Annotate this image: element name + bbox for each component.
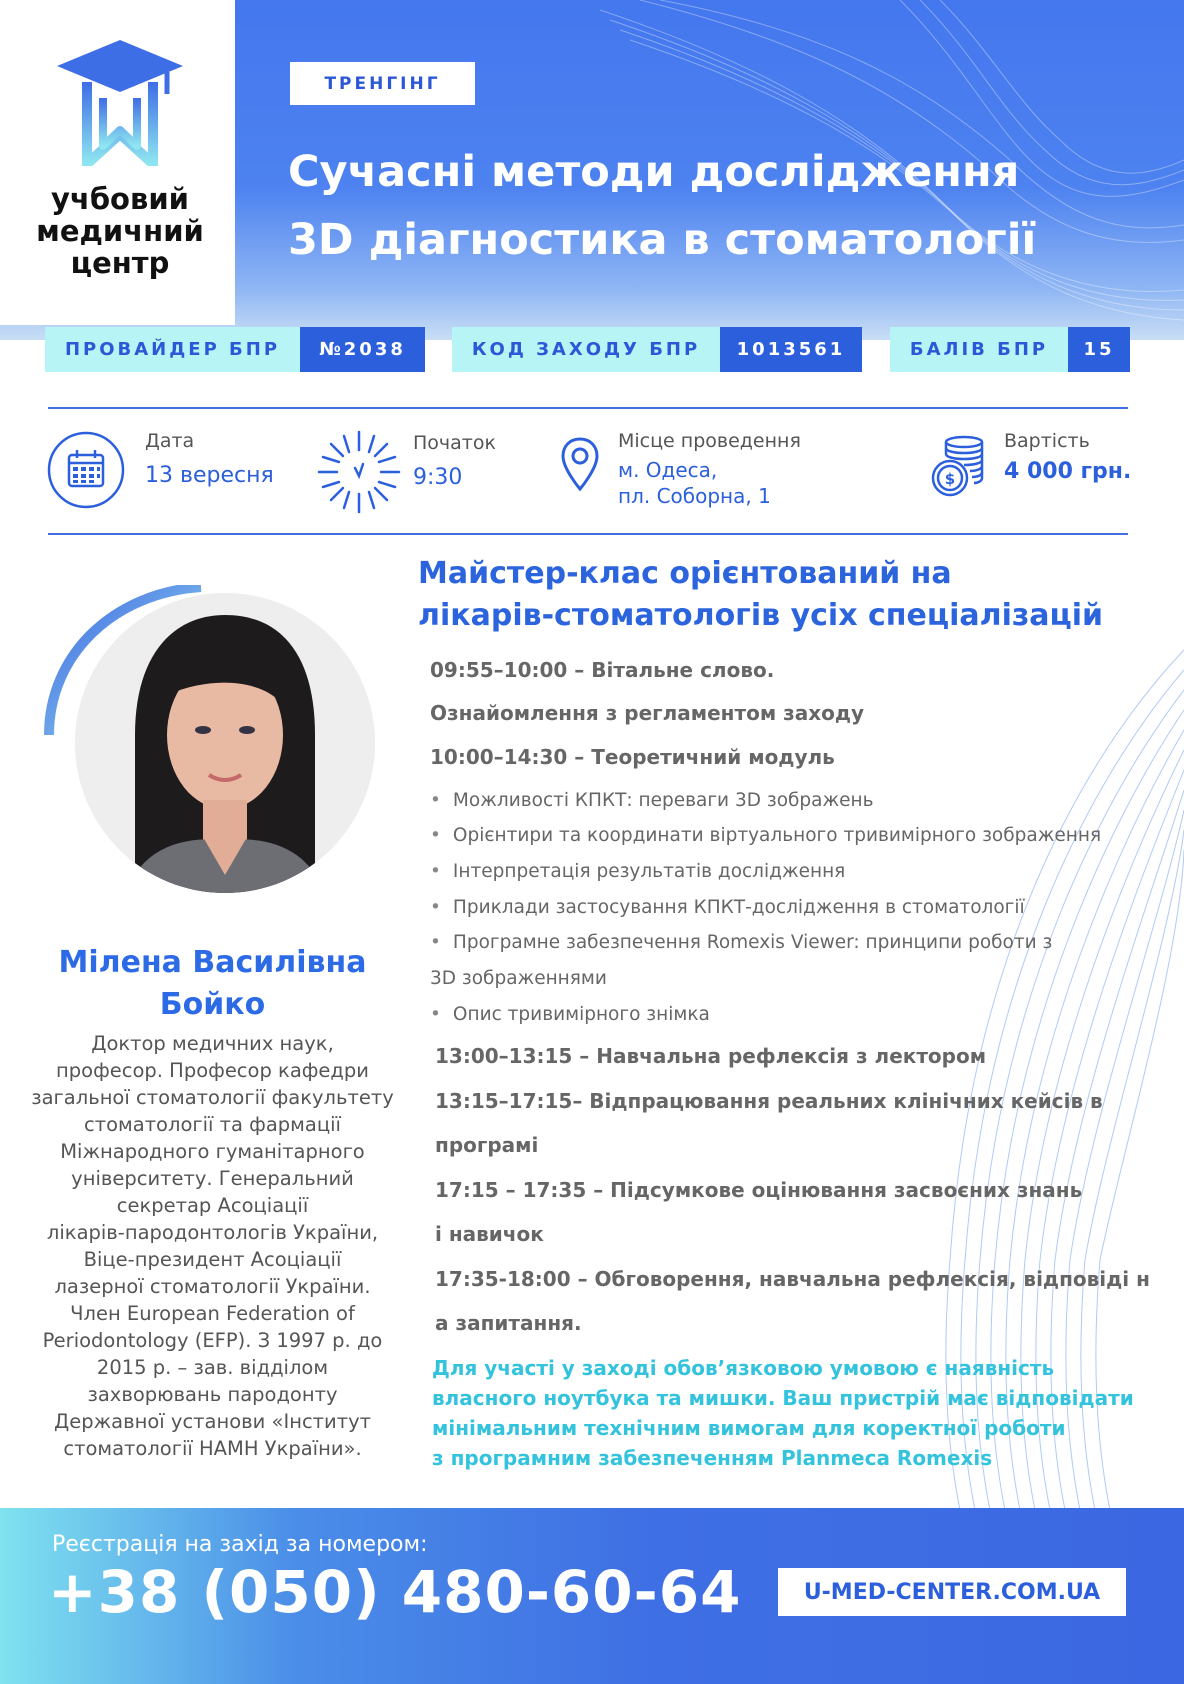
divider xyxy=(48,533,1128,535)
program-title xyxy=(418,553,1103,637)
bio-line: професор. Професор кафедри xyxy=(56,1059,369,1082)
bpr-provider-value: №2038 xyxy=(300,327,425,372)
logo-line: медичний xyxy=(36,214,204,248)
bpr-points-value: 15 xyxy=(1068,327,1130,372)
program-bullet-text: Орієнтири та координати віртуального тривимірного зображення xyxy=(452,825,1102,846)
website-link[interactable]: U-MED-CENTER.COM.UA xyxy=(778,1568,1126,1616)
note-line: з програмним забезпеченням Planmeca Romexis xyxy=(432,1446,993,1470)
program-item: програмі xyxy=(435,1133,539,1157)
speaker-name-line: Мілена Василівна xyxy=(58,945,367,980)
start-label: Початок xyxy=(413,432,496,454)
note-line: власного ноутбука та мишки. Ваш пристрій має відповідати xyxy=(432,1386,1134,1410)
program-bullet-text: Приклади застосування КПКТ-дослідження в стоматології xyxy=(452,897,1025,918)
calendar-icon xyxy=(46,430,126,510)
bio-line: Periodontology (EFP). З 1997 р. до xyxy=(42,1329,383,1352)
event-title xyxy=(288,138,1036,274)
bio-line: Міжнародного гуманітарного xyxy=(60,1140,365,1163)
logo-line: центр xyxy=(70,246,170,280)
bio-line: стоматології НАМН України». xyxy=(63,1437,362,1460)
bpr-points-label: БАЛІВ БПР xyxy=(890,327,1068,372)
location-pin-icon xyxy=(560,436,600,492)
svg-text:$: $ xyxy=(944,470,956,488)
bpr-code-badge xyxy=(452,327,862,372)
speaker-photo xyxy=(43,585,399,901)
logo-line: учбовий xyxy=(51,182,189,216)
program-title-line: Майстер-клас орієнтований на xyxy=(418,556,952,591)
start-value: 9:30 xyxy=(413,465,463,490)
program-item: і навичок xyxy=(435,1222,544,1246)
bio-line: 2015 р. – зав. відділом xyxy=(96,1356,329,1379)
graduation-cap-icon xyxy=(55,38,185,166)
program-item: 17:15 – 17:35 – Підсумкове оцінювання засвоєних знань xyxy=(435,1178,1083,1202)
program-bullet: • Програмне забезпечення Romexis Viewer: принципи роботи з xyxy=(430,932,1053,953)
event-title-line: 3D діагностика в стоматології xyxy=(288,215,1037,265)
speaker-bio xyxy=(30,1030,395,1462)
program-bullet: • Опис тривимірного знімка xyxy=(430,1004,710,1025)
program-bullet-text: Опис тривимірного знімка xyxy=(452,1004,710,1025)
header-banner xyxy=(0,0,1184,340)
date-label: Дата xyxy=(145,430,195,452)
bio-line: університету. Генеральний xyxy=(71,1167,354,1190)
requirements-note xyxy=(432,1353,1134,1473)
program-item: 10:00–14:30 – Теоретичний модуль xyxy=(430,745,835,769)
bio-line: лікарів-пародонтологів України, xyxy=(46,1221,379,1244)
program-title-line: лікарів-стоматологів усіх спеціалізацій xyxy=(418,598,1104,633)
bpr-provider-label: ПРОВАЙДЕР БПР xyxy=(45,327,300,372)
place-label: Місце проведення xyxy=(618,430,801,452)
program-bullet: • Можливості КПКТ: переваги 3D зображень xyxy=(430,790,874,811)
note-line: Для участі у заході обов’язковою умовою є наявність xyxy=(432,1356,1055,1380)
program-bullet: • Приклади застосування КПКТ-дослідження в стоматології xyxy=(430,897,1025,918)
clock-icon xyxy=(315,428,403,516)
program-item: а запитання. xyxy=(435,1311,582,1335)
bio-line: Державної установи «Інститут xyxy=(54,1410,371,1433)
logo xyxy=(0,0,235,325)
bpr-points-badge xyxy=(890,327,1130,372)
program-bullet-text: Інтерпретація результатів дослідження xyxy=(452,861,846,882)
place-value-address: пл. Соборна, 1 xyxy=(618,484,771,508)
speaker-name xyxy=(40,942,385,1026)
note-line: мінімальним технічним вимогам для коректної роботи xyxy=(432,1416,1066,1440)
logo-text xyxy=(10,183,230,279)
bpr-code-label: КОД ЗАХОДУ БПР xyxy=(452,327,720,372)
bio-line: Доктор медичних наук, xyxy=(91,1032,334,1055)
bio-line: захворювань пародонту xyxy=(87,1383,338,1406)
program-item: Ознайомлення з регламентом заходу xyxy=(430,701,865,725)
divider xyxy=(48,407,1128,409)
registration-label: Реєстрація на захід за номером: xyxy=(52,1532,428,1557)
coins-money-icon xyxy=(928,434,986,498)
program-bullet: • Орієнтири та координати віртуального тривимірного зображення xyxy=(430,825,1102,846)
program-bullet-text: Програмне забезпечення Romexis Viewer: принципи роботи з xyxy=(452,932,1053,953)
speaker-name-line: Бойко xyxy=(159,987,266,1022)
program-bullet: • Інтерпретація результатів дослідження xyxy=(430,861,846,882)
date-value: 13 вересня xyxy=(145,463,274,488)
program-item: 17:35-18:00 – Обговорення, навчальна рефлексія, відповіді н xyxy=(435,1267,1150,1291)
bio-line: стоматології та фармації xyxy=(84,1113,341,1136)
price-value: 4 000 грн. xyxy=(1004,459,1132,484)
bio-line: загальної стоматології факультету xyxy=(31,1086,394,1109)
event-type-tag: ТРЕНГІНГ xyxy=(290,62,475,105)
bpr-provider-badge xyxy=(45,327,425,372)
bio-line: Віце-президент Асоціації xyxy=(83,1248,342,1271)
bio-line: секретар Асоціації xyxy=(116,1194,309,1217)
program-item: 13:15–17:15– Відпрацювання реальних клінічних кейсів в xyxy=(435,1089,1103,1113)
program-item: 13:00–13:15 – Навчальна рефлексія з лектором xyxy=(435,1044,987,1068)
bio-line: Член European Federation of xyxy=(70,1302,355,1325)
program-bullet-cont: 3D зображеннями xyxy=(430,968,607,989)
program-bullet-text: Можливості КПКТ: переваги 3D зображень xyxy=(452,790,874,811)
event-title-line: Сучасні методи дослідження xyxy=(288,147,1020,197)
bpr-code-value: 1013561 xyxy=(720,327,862,372)
bio-line: лазерної стоматології України. xyxy=(54,1275,371,1298)
price-label: Вартість xyxy=(1004,430,1090,452)
phone-number[interactable]: +38 (050) 480-60-64 xyxy=(48,1558,742,1626)
place-value-city: м. Одеса, xyxy=(618,458,718,482)
program-item: 09:55–10:00 – Вітальне слово. xyxy=(430,658,775,682)
